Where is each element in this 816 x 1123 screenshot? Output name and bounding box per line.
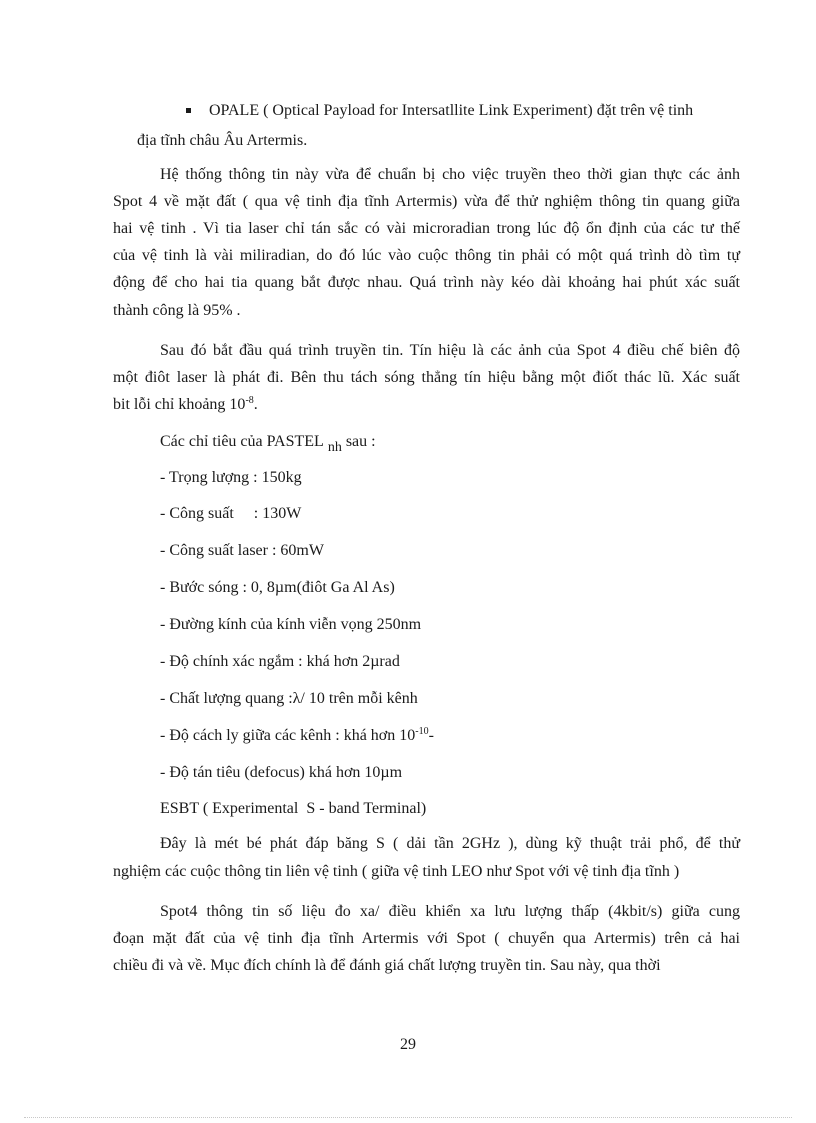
bullet-square-icon — [186, 108, 191, 113]
spec-pointing: - Độ chính xác ngắm : khá hơn 2µrad — [160, 653, 400, 670]
spec-power: - Công suất : 130W — [160, 505, 302, 522]
paragraph1-line-3: hai vệ tinh . Vì tia laser chỉ tán sắc có vài microradian trong lúc độ ổn định của các tư thế — [113, 220, 740, 237]
paragraph1-line-1: Hệ thống thông tin này vừa để chuẩn bị cho việc truyền theo thời gian thực các ảnh — [160, 166, 740, 183]
specs-intro-text: Các chỉ tiêu của PASTEL — [160, 433, 324, 450]
paragraph1-line-6: thành công là 95% . — [113, 302, 241, 319]
bullet-line-2: địa tĩnh châu Âu Artermis. — [137, 132, 308, 149]
paragraph3-line-2: nghiệm các cuộc thông tin liên vệ tinh ( giữa vệ tinh LEO như Spot với vệ tinh địa tĩnh ) — [113, 863, 680, 880]
spec-defocus: - Độ tán tiêu (defocus) khá hơn 10µm — [160, 764, 403, 781]
spec-isolation-end: - — [428, 727, 434, 744]
paragraph4-line-3: chiều đi và về. Mục đích chính là để đánh giá chất lượng truyền tin. Sau này, qua thời — [113, 957, 661, 974]
paragraph2-line-3 — [113, 394, 258, 416]
isolation-exponent: -10 — [415, 726, 429, 737]
paragraph2-line-2: một điôt laser là phát đi. Bên thu tách sóng thẳng tín hiệu bằng một điốt thác lũ. Xác suất — [113, 369, 740, 386]
paragraph1-line-4: của vệ tinh là vài miliradian, do đó lúc vào cuộc thông tin phải có một quá trình dò tìm tự — [113, 247, 740, 264]
spec-optical-quality: - Chất lượng quang :λ/ 10 trên mỗi kênh — [160, 690, 418, 707]
spec-isolation-text: - Độ cách ly giữa các kênh : khá hơn 10 — [160, 727, 416, 744]
spec-telescope: - Đường kính của kính viễn vọng 250nm — [160, 616, 422, 633]
specs-intro-sub: nh — [327, 440, 342, 455]
paragraph3-line-1: Đây là mét bé phát đáp băng S ( dải tần 2GHz ), dùng kỹ thuật trải phổ, để thử — [160, 835, 740, 852]
paragraph2-line-1: Sau đó bắt đầu quá trình truyền tin. Tín hiệu là các ảnh của Spot 4 điều chế biên độ — [160, 342, 740, 359]
paragraph4-line-1: Spot4 thông tin số liệu đo xa/ điều khiển xa lưu lượng thấp (4kbit/s) giữa cung — [160, 903, 740, 920]
specs-intro-end: sau : — [345, 433, 376, 450]
paragraph4-line-2: đoạn mặt đất của vệ tinh địa tĩnh Artermis với Spot ( chuyển qua Artermis) trên cả hai — [113, 930, 740, 947]
paragraph2-line-3-end: . — [253, 396, 258, 413]
paragraph1-line-5: động để cho hai tia quang bắt được nhau. Quá trình này kéo dài khoảng hai phút xác suất — [113, 274, 740, 291]
specs-intro — [160, 431, 376, 453]
spec-weight: - Trọng lượng : 150kg — [160, 469, 302, 486]
bullet-line-1: OPALE ( Optical Payload for Intersatllite Link Experiment) đặt trên vệ tinh — [209, 102, 694, 119]
ber-exponent: -8 — [245, 395, 254, 406]
spec-isolation — [160, 725, 434, 747]
esbt-heading: ESBT ( Experimental S - band Terminal) — [160, 800, 427, 817]
spec-laser-power: - Công suất laser : 60mW — [160, 542, 324, 559]
paragraph1-line-2: Spot 4 về mặt đất ( qua vệ tinh địa tĩnh Artermis) vừa để thử nghiệm thông tin quang giữa — [113, 193, 740, 210]
paragraph2-line-3-text: bit lỗi chỉ khoảng 10 — [113, 396, 246, 413]
spec-wavelength: - Bước sóng : 0, 8µm(điôt Ga Al As) — [160, 579, 395, 596]
footer-divider — [24, 1117, 792, 1118]
page-number: 29 — [400, 1036, 416, 1053]
